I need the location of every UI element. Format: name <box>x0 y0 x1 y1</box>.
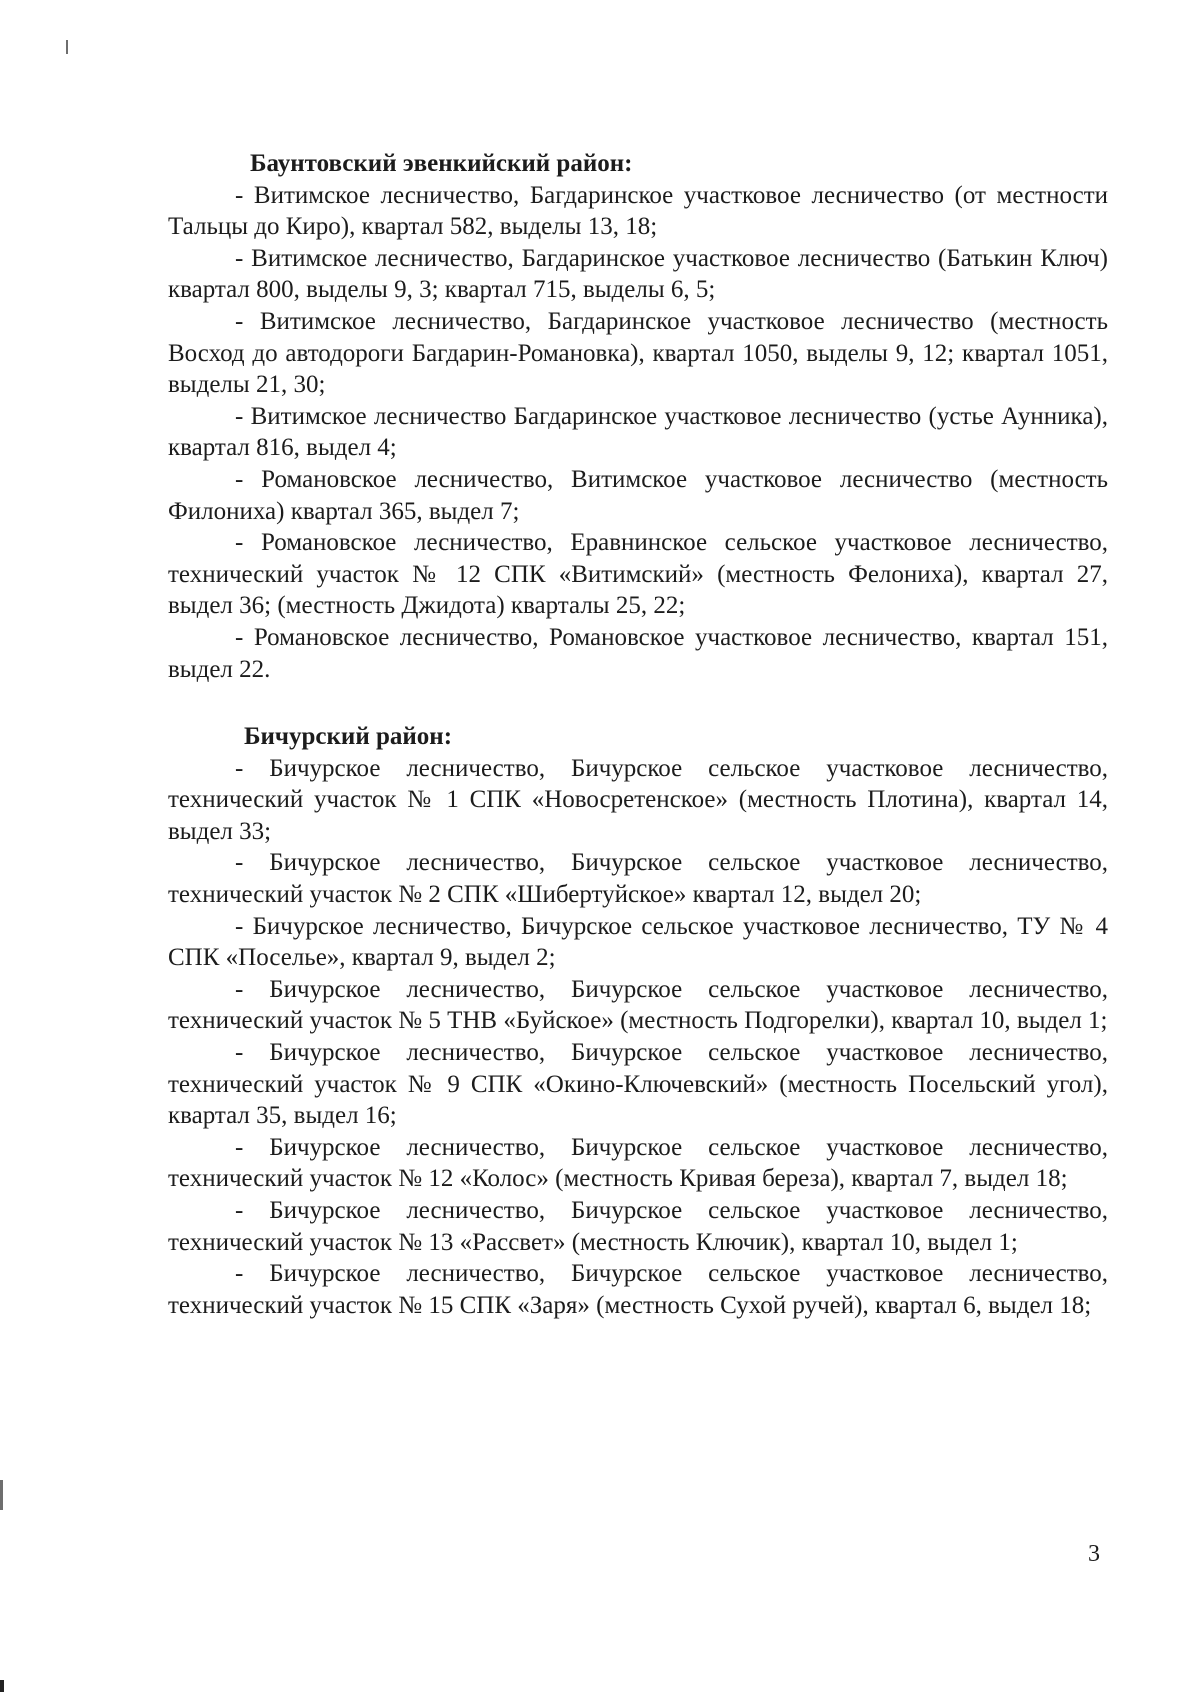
forestry-entry: - Романовское лесничество, Романовское участковое лесничество, квартал 151, выдел 22. <box>168 623 1108 683</box>
forestry-entry: - Витимское лесничество, Багдаринское участковое лесничество (от местности Тальцы до Киро), квартал 582, выделы 13, 18; <box>168 181 1108 241</box>
page-number: 3 <box>1088 1541 1100 1567</box>
forestry-entry: - Витимское лесничество, Багдаринское участковое лесничество (Батькин Ключ) квартал 800, выделы 9, 3; квартал 715, выделы 6, 5; <box>168 244 1108 304</box>
scan-edge-mark-bottom <box>0 1680 4 1692</box>
section-bichursky <box>168 721 1108 1321</box>
forestry-entry: - Бичурское лесничество, Бичурское сельское участковое лесничество, технический участок № 12 «Колос» (местность Кривая береза), квартал 7, выдел 18; <box>168 1133 1108 1193</box>
forestry-entry: - Бичурское лесничество, Бичурское сельское участковое лесничество, технический участок № 15 СПК «Заря» (местность Сухой ручей), квартал 6, выдел 18; <box>168 1260 1108 1319</box>
section-heading: Бичурский район: <box>244 723 453 750</box>
section-heading: Баунтовский эвенкийский район: <box>250 150 633 177</box>
forestry-entry: - Бичурское лесничество, Бичурское сельское участковое лесничество, технический участок № 2 СПК «Шибертуйское» квартал 12, выдел 20; <box>168 849 1108 908</box>
forestry-entry: - Бичурское лесничество, Бичурское сельское участковое лесничество, технический участок № 1 СПК «Новосретенское» (местность Плотина), квартал 14, выдел 33; <box>168 754 1108 845</box>
scan-edge-mark-left <box>0 1480 3 1510</box>
forestry-entry: - Бичурское лесничество, Бичурское сельское участковое лесничество, технический участок № 9 СПК «Окино-Ключевский» (местность Посельский угол), квартал 35, выдел 16; <box>168 1038 1108 1130</box>
forestry-entry: - Бичурское лесничество, Бичурское сельское участковое лесничество, технический участок № 5 ТНВ «Буйское» (местность Подгорелки), квартал 10, выдел 1; <box>168 975 1108 1035</box>
forestry-entry: - Витимское лесничество Багдаринское участковое лесничество (устье Аунника), квартал 816, выдел 4; <box>168 402 1108 462</box>
forestry-entry: - Романовское лесничество, Еравнинское сельское участковое лесничество, технический участок № 12 СПК «Витимский» (местность Фелониха), квартал 27, выдел 36; (местность Джидота) кварталы 25, 22; <box>168 529 1108 620</box>
forestry-entry: - Романовское лесничество, Витимское участковое лесничество (местность Филониха) квартал 365, выдел 7; <box>168 465 1108 525</box>
forestry-entry: - Витимское лесничество, Багдаринское участковое лесничество (местность Восход до автодороги Багдарин-Романовка), квартал 1050, выделы 9, 12; квартал 1051, выделы 21, 30; <box>168 307 1108 399</box>
scan-edge-mark-top <box>66 40 68 54</box>
forestry-entry: - Бичурское лесничество, Бичурское сельское участковое лесничество, технический участок № 13 «Рассвет» (местность Ключик), квартал 10, выдел 1; <box>168 1196 1108 1256</box>
section-bauntovsky <box>168 148 1108 685</box>
forestry-entry: - Бичурское лесничество, Бичурское сельское участковое лесничество, ТУ № 4 СПК «Поселье», квартал 9, выдел 2; <box>168 912 1108 972</box>
